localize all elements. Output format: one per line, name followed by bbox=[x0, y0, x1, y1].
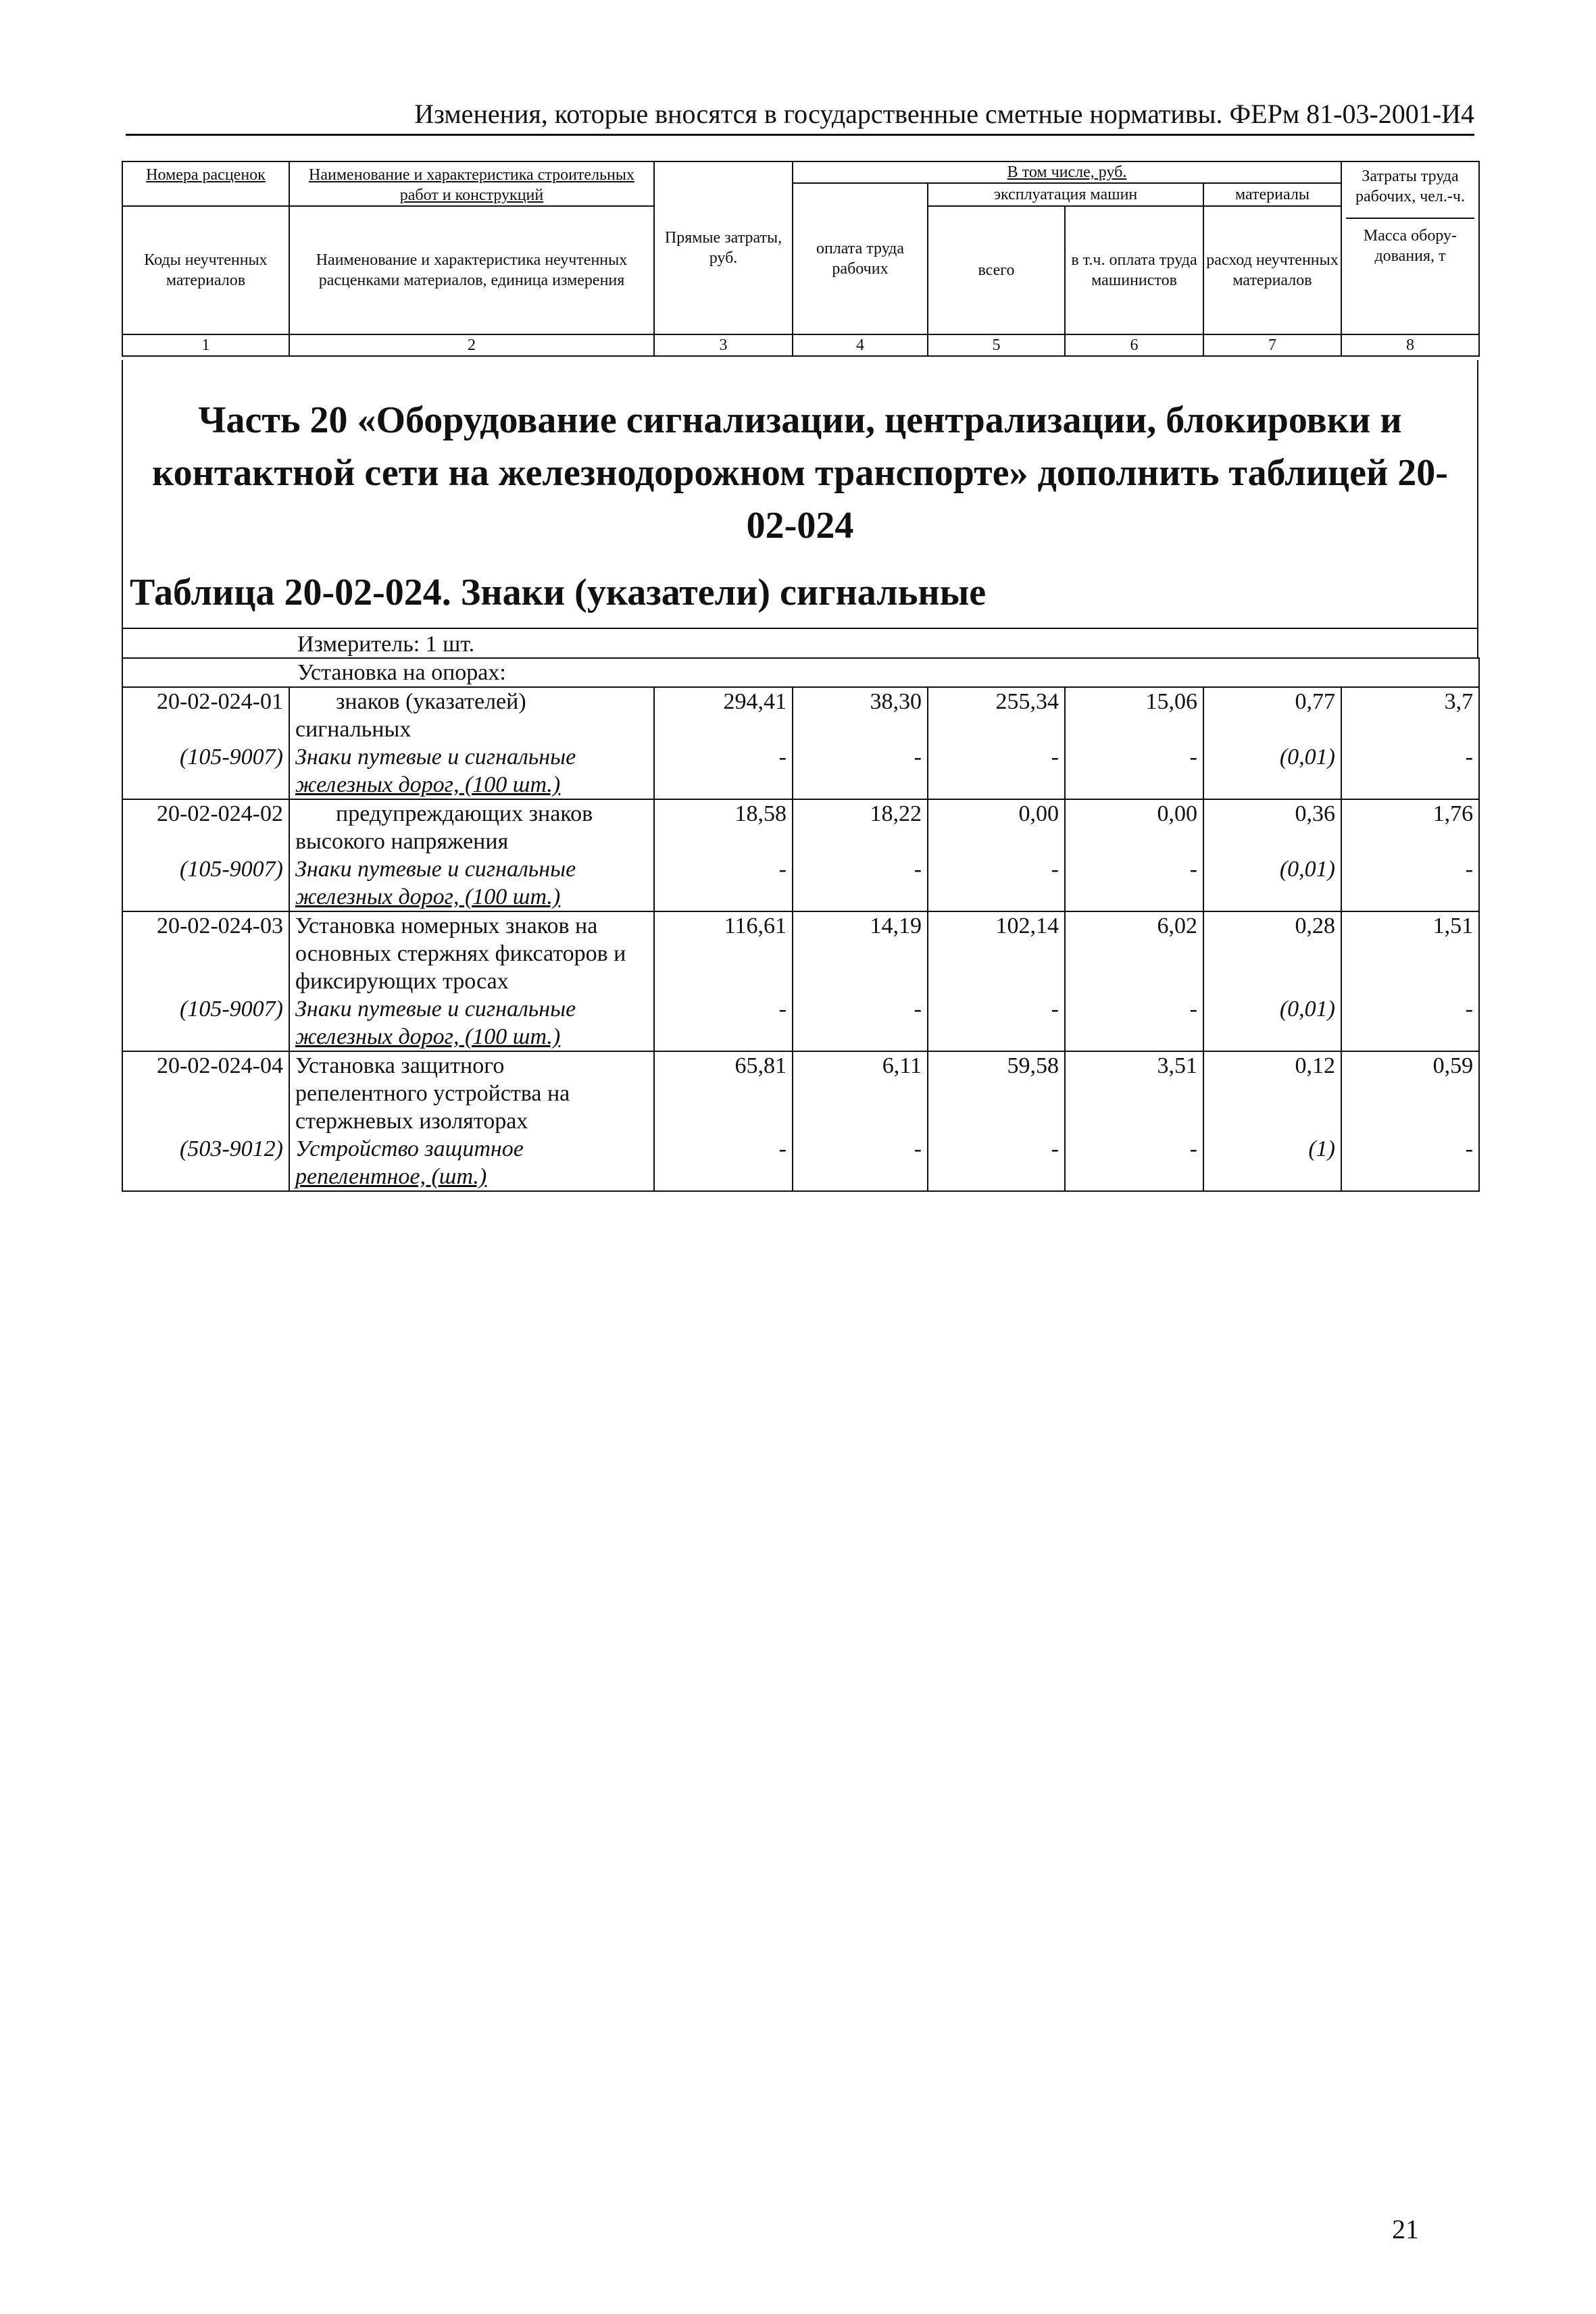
measure-unit: Измеритель: 1 шт. bbox=[297, 632, 475, 657]
col1-header-top: Номера расценок bbox=[122, 161, 289, 206]
rate-description: Установка защитного репелентного устройства на стержневых изоляторах bbox=[289, 1051, 654, 1135]
group-header: В том числе, руб. bbox=[793, 161, 1341, 183]
rate-code: 20-02-024-02 bbox=[122, 799, 289, 855]
page-number: 21 bbox=[1392, 2214, 1419, 2244]
drivers-cost: 3,51 bbox=[1065, 1051, 1203, 1135]
direct-cost: 65,81 bbox=[654, 1051, 793, 1135]
col1-header-bottom: Коды неучтенных материалов bbox=[122, 206, 289, 334]
labor-hours: 1,51 bbox=[1341, 911, 1479, 995]
material-value: - bbox=[793, 743, 928, 799]
material-row bbox=[122, 855, 1479, 911]
material-value: - bbox=[1065, 743, 1203, 799]
materials-header: материалы bbox=[1203, 183, 1341, 206]
table-row bbox=[122, 799, 1479, 855]
material-value: (0,01) bbox=[1203, 995, 1341, 1051]
col-number: 4 bbox=[793, 334, 928, 356]
col8-header: Затраты труда рабочих, чел.-ч. Масса обору-дования, т bbox=[1341, 161, 1479, 334]
running-title: Изменения, которые вносятся в государственные сметные нормативы. ФЕРм 81-03-2001-И4 bbox=[414, 99, 1474, 129]
col5-header: всего bbox=[928, 206, 1065, 334]
material-code: (105-9007) bbox=[122, 995, 289, 1051]
column-numbers-row bbox=[122, 334, 1479, 356]
material-code: (105-9007) bbox=[122, 743, 289, 799]
material-value: (1) bbox=[1203, 1135, 1341, 1191]
material-value: (0,01) bbox=[1203, 855, 1341, 911]
material-value: - bbox=[1065, 995, 1203, 1051]
material-code: (503-9012) bbox=[122, 1135, 289, 1191]
materials-cost: 0,28 bbox=[1203, 911, 1341, 995]
labor-hours: 0,59 bbox=[1341, 1051, 1479, 1135]
material-row bbox=[122, 1135, 1479, 1191]
labor-cost: 14,19 bbox=[793, 911, 928, 995]
material-value: - bbox=[1065, 1135, 1203, 1191]
rate-description: знаков (указателей) сигнальных bbox=[289, 687, 654, 743]
material-row bbox=[122, 743, 1479, 799]
machines-cost: 59,58 bbox=[928, 1051, 1065, 1135]
col-number: 1 bbox=[122, 334, 289, 356]
material-value: - bbox=[654, 855, 793, 911]
table-row bbox=[122, 911, 1479, 995]
materials-cost: 0,77 bbox=[1203, 687, 1341, 743]
labor-cost: 6,11 bbox=[793, 1051, 928, 1135]
labor-hours: 3,7 bbox=[1341, 687, 1479, 743]
material-value: - bbox=[928, 743, 1065, 799]
col-number: 5 bbox=[928, 334, 1065, 356]
running-header bbox=[126, 93, 1474, 136]
col2-header-top: Наименование и характеристика строительных работ и конструкций bbox=[289, 161, 654, 206]
material-value: - bbox=[654, 1135, 793, 1191]
table-row bbox=[122, 1051, 1479, 1135]
material-value: - bbox=[793, 995, 928, 1051]
material-value: - bbox=[1341, 855, 1479, 911]
drivers-cost: 6,02 bbox=[1065, 911, 1203, 995]
material-value: (0,01) bbox=[1203, 743, 1341, 799]
part-title: Часть 20 «Оборудование сигнализации, централизации, блокировки и контактной сети на железнодорожном транспорте» дополнить таблицей 20-02-024 bbox=[152, 399, 1448, 547]
col7-header: расход неучтенных материалов bbox=[1203, 206, 1341, 334]
direct-cost: 116,61 bbox=[654, 911, 793, 995]
col-number: 8 bbox=[1341, 334, 1479, 356]
rate-description: предупреждающих знаков высокого напряжения bbox=[289, 799, 654, 855]
machines-cost: 0,00 bbox=[928, 799, 1065, 855]
material-description: Знаки путевые и сигнальные железных дорог, (100 шт.) bbox=[289, 995, 654, 1051]
labor-cost: 38,30 bbox=[793, 687, 928, 743]
material-value: - bbox=[928, 1135, 1065, 1191]
rate-code: 20-02-024-01 bbox=[122, 687, 289, 743]
col-number: 3 bbox=[654, 334, 793, 356]
col6-header: в т.ч. оплата труда машинистов bbox=[1065, 206, 1203, 334]
section-block bbox=[122, 360, 1478, 657]
material-value: - bbox=[1341, 1135, 1479, 1191]
materials-cost: 0,12 bbox=[1203, 1051, 1341, 1135]
material-description: Знаки путевые и сигнальные железных дорог, (100 шт.) bbox=[289, 743, 654, 799]
col3-header: Прямые затраты, руб. bbox=[654, 161, 793, 334]
material-value: - bbox=[1341, 743, 1479, 799]
labor-cost: 18,22 bbox=[793, 799, 928, 855]
table-row bbox=[122, 687, 1479, 743]
material-value: - bbox=[654, 995, 793, 1051]
drivers-cost: 0,00 bbox=[1065, 799, 1203, 855]
direct-cost: 294,41 bbox=[654, 687, 793, 743]
install-label: Установка на опорах: bbox=[122, 658, 1479, 687]
rate-code: 20-02-024-03 bbox=[122, 911, 289, 995]
material-value: - bbox=[654, 743, 793, 799]
machines-cost: 255,34 bbox=[928, 687, 1065, 743]
rates-table bbox=[122, 657, 1480, 1192]
rate-description: Установка номерных знаков на основных стержнях фиксаторов и фиксирующих тросах bbox=[289, 911, 654, 995]
material-value: - bbox=[928, 855, 1065, 911]
material-value: - bbox=[793, 855, 928, 911]
col-number: 7 bbox=[1203, 334, 1341, 356]
material-value: - bbox=[793, 1135, 928, 1191]
col-number: 2 bbox=[289, 334, 654, 356]
material-row bbox=[122, 995, 1479, 1051]
col-number: 6 bbox=[1065, 334, 1203, 356]
material-value: - bbox=[1065, 855, 1203, 911]
measure-row bbox=[123, 628, 1477, 657]
rate-code: 20-02-024-04 bbox=[122, 1051, 289, 1135]
col4-header: оплата труда рабочих bbox=[793, 183, 928, 334]
materials-cost: 0,36 bbox=[1203, 799, 1341, 855]
table-title: Таблица 20-02-024. Знаки (указатели) сигнальные bbox=[130, 572, 987, 613]
labor-hours: 1,76 bbox=[1341, 799, 1479, 855]
drivers-cost: 15,06 bbox=[1065, 687, 1203, 743]
install-row bbox=[122, 658, 1479, 687]
material-description: Знаки путевые и сигнальные железных дорог, (100 шт.) bbox=[289, 855, 654, 911]
direct-cost: 18,58 bbox=[654, 799, 793, 855]
machines-cost: 102,14 bbox=[928, 911, 1065, 995]
column-header-table bbox=[122, 161, 1480, 357]
machines-header: эксплуатация машин bbox=[928, 183, 1203, 206]
material-description: Устройство защитное репелентное, (шт.) bbox=[289, 1135, 654, 1191]
material-code: (105-9007) bbox=[122, 855, 289, 911]
col2-header-bottom: Наименование и характеристика неучтенных расценками материалов, единица измерения bbox=[289, 206, 654, 334]
material-value: - bbox=[1341, 995, 1479, 1051]
material-value: - bbox=[928, 995, 1065, 1051]
